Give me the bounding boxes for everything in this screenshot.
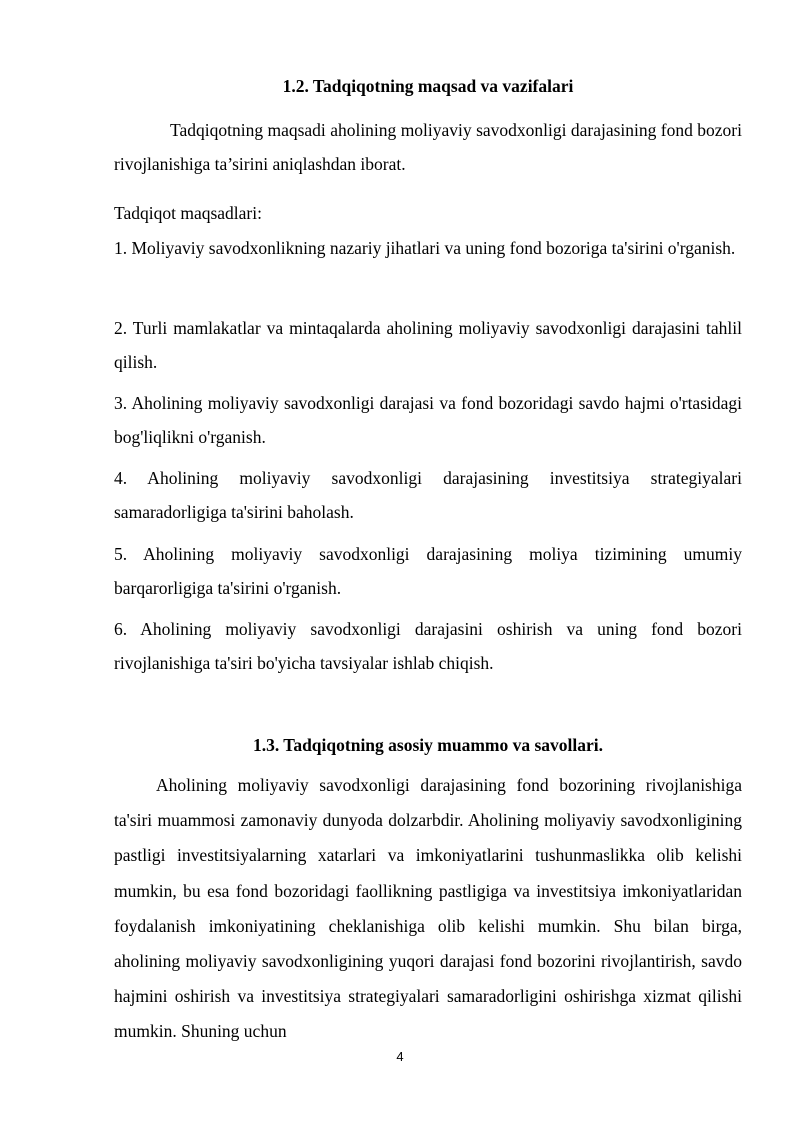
goal-item-6: 6. Aholining moliyaviy savodxonligi darajasini oshirish va uning fond bozori rivojlanishiga ta'siri bo'yicha tavsiyalar ishlab chiqish. [114,619,742,673]
section-heading-1-2: 1.2. Tadqiqotning maqsad va vazifalari [282,76,574,96]
intro-paragraph: Tadqiqotning maqsadi aholining moliyaviy savodxonligi darajasining fond bozori rivojlanishiga ta’sirini aniqlashdan iborat. [114,120,742,174]
goals-label: Tadqiqot maqsadlari: [114,203,262,223]
problem-paragraph: Aholining moliyaviy savodxonligi darajasining fond bozorining rivojlanishiga ta'siri muammosi zamonaviy dunyoda dolzarbdir. Aholining moliyaviy savodxonligining pastligi investitsiyalarning xatarlari va imkoniyatlarini tushunmaslikka olib kelishi mumkin, bu esa fond bozoridagi faollikning pastligiga va investitsiya imkoniyatlaridan foydalanish imkoniyatining cheklanishiga olib kelishi mumkin. Shu bilan birga, aholining moliyaviy savodxonligining yuqori darajasi fond bozorini rivojlantirish, savdo hajmini oshirish va investitsiya strategiyalari samaradorligini oshirishga xizmat qilishi mumkin. Shuning uchun [114,775,742,1042]
goal-item-3: 3. Aholining moliyaviy savodxonligi darajasi va fond bozoridagi savdo hajmi o'rtasidagi bog'liqlikni o'rganish. [114,393,742,447]
page-number: 4 [396,1049,404,1064]
goal-item-5: 5. Aholining moliyaviy savodxonligi darajasining moliya tizimining umumiy barqarorligiga ta'sirini o'rganish. [114,544,742,598]
goal-item-1: 1. Moliyaviy savodxonlikning nazariy jihatlari va uning fond bozoriga ta'sirini o'rganish. [114,238,736,258]
section-heading-1-3: 1.3. Tadqiqotning asosiy muammo va savollari. [252,735,604,755]
goal-item-2: 2. Turli mamlakatlar va mintaqalarda aholining moliyaviy savodxonligi darajasini tahlil qilish. [114,318,742,372]
goal-item-4: 4. Aholining moliyaviy savodxonligi darajasining investitsiya strategiyalari samaradorligiga ta'sirini baholash. [114,468,742,522]
